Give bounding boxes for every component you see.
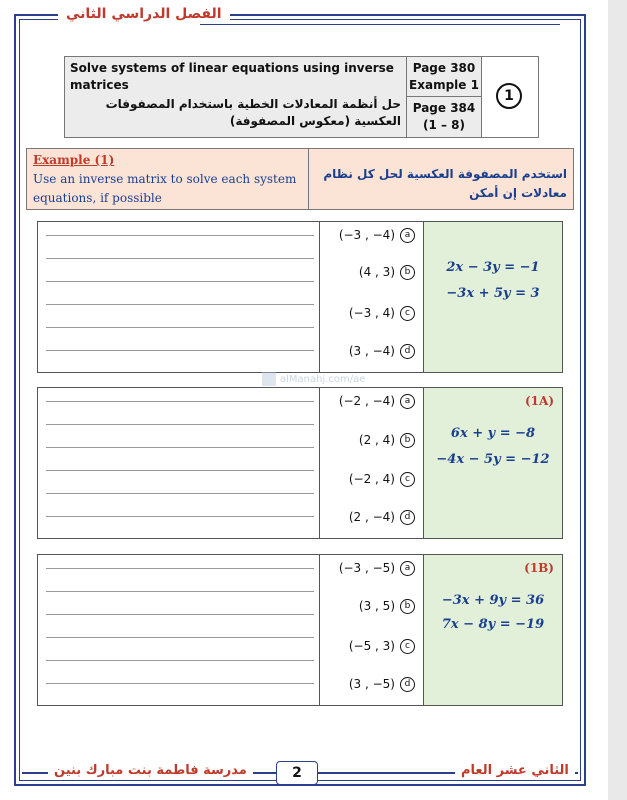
watermark-logo-icon: [262, 372, 276, 386]
choice-value: (−3 , −5): [338, 561, 395, 575]
choice-d[interactable]: [349, 510, 415, 525]
choice-d[interactable]: [349, 677, 415, 692]
choice-letter: b: [400, 599, 415, 614]
equation-panel: [424, 388, 562, 538]
answer-line: [46, 424, 314, 425]
answer-line: [46, 401, 314, 402]
choice-letter: a: [400, 561, 415, 576]
watermark: [262, 372, 365, 386]
equation-panel: [424, 222, 562, 372]
lesson-number-cell: [481, 57, 538, 137]
page-number: 2: [276, 761, 318, 785]
answer-line: [46, 660, 314, 661]
example-label: Example (1): [33, 153, 115, 167]
lesson-number-badge: 1: [496, 83, 522, 109]
choice-value: (2 , −4): [348, 510, 395, 524]
choice-letter: a: [400, 228, 415, 243]
choice-c[interactable]: [349, 306, 415, 321]
lesson-title-en: Solve systems of linear equations using inverse matrices: [70, 61, 394, 92]
choice-value: (−2 , −4): [338, 394, 395, 408]
choice-letter: c: [400, 639, 415, 654]
choice-value: (2 , 4): [358, 433, 395, 447]
choice-value: (3 , 5): [358, 599, 395, 613]
answer-line: [46, 258, 314, 259]
answer-line: [46, 614, 314, 615]
work-area[interactable]: [38, 555, 320, 705]
example-instruction-en: Use an inverse matrix to solve each system equations, if possible: [33, 172, 297, 205]
lesson-title-ar: حل أنظمة المعادلات الخطية باستخدام المصفوفات العكسية (معكوس المصفوفة): [105, 97, 401, 128]
grade-label: الثاني عشر العام: [455, 763, 575, 778]
page-ref-a: Page 380: [412, 61, 476, 75]
work-area[interactable]: [38, 222, 320, 372]
choice-letter: d: [400, 344, 415, 359]
problem-box-1: [37, 221, 563, 373]
semester-label: الفصل الدراسي الثاني: [58, 6, 230, 22]
choice-letter: c: [400, 472, 415, 487]
page-ref-b: Page 384: [412, 101, 476, 115]
choice-a[interactable]: [339, 394, 415, 409]
answer-line: [46, 447, 314, 448]
equation-1: 6x + y = −8: [450, 426, 536, 441]
answer-line: [46, 568, 314, 569]
top-rule: [200, 24, 560, 25]
problem-tag: (1A): [524, 394, 554, 408]
choice-letter: a: [400, 394, 415, 409]
exercise-range: (1 – 8): [422, 118, 466, 132]
watermark-text: alManahj.com/ae: [280, 374, 366, 385]
choice-value: (−3 , −4): [338, 228, 395, 242]
school-name: مدرسة فاطمة بنت مبارك بنين: [48, 763, 253, 778]
choice-letter: c: [400, 306, 415, 321]
choice-value: (4 , 3): [358, 265, 395, 279]
answer-choices: [320, 388, 424, 538]
problem-tag: (1B): [524, 561, 554, 575]
answer-line: [46, 304, 314, 305]
choice-letter: d: [400, 510, 415, 525]
answer-line: [46, 591, 314, 592]
choice-b[interactable]: [359, 265, 415, 280]
equation-2: 7x − 8y = −19: [441, 617, 545, 632]
choice-value: (3 , −5): [348, 677, 395, 691]
choice-letter: b: [400, 265, 415, 280]
answer-line: [46, 350, 314, 351]
answer-choices: [320, 555, 424, 705]
answer-line: [46, 637, 314, 638]
choice-value: (−3 , 4): [348, 306, 395, 320]
answer-line: [46, 493, 314, 494]
choice-b[interactable]: [359, 599, 415, 614]
problem-box-1a: [37, 387, 563, 539]
equation-panel: [424, 555, 562, 705]
exercise-ref-cell: [407, 97, 481, 137]
equation-2: −3x + 5y = 3: [446, 286, 540, 301]
choice-b[interactable]: [359, 433, 415, 448]
answer-line: [46, 327, 314, 328]
work-area[interactable]: [38, 388, 320, 538]
choice-d[interactable]: [349, 344, 415, 359]
example-banner: [26, 148, 574, 210]
answer-line: [46, 235, 314, 236]
example-instruction-en-cell: [27, 149, 309, 209]
answer-line: [46, 281, 314, 282]
equation-1: −3x + 9y = 36: [441, 593, 545, 608]
problem-box-1b: [37, 554, 563, 706]
choice-letter: b: [400, 433, 415, 448]
choice-a[interactable]: [339, 228, 415, 243]
example-ref: Example 1: [409, 78, 479, 92]
lesson-header: [64, 56, 539, 138]
choice-c[interactable]: [349, 472, 415, 487]
answer-line: [46, 516, 314, 517]
answer-line: [46, 470, 314, 471]
answer-choices: [320, 222, 424, 372]
answer-line: [46, 683, 314, 684]
choice-letter: d: [400, 677, 415, 692]
page-ref-cell: [407, 57, 481, 97]
choice-a[interactable]: [339, 561, 415, 576]
choice-value: (−2 , 4): [348, 472, 395, 486]
choice-c[interactable]: [349, 639, 415, 654]
choice-value: (−5 , 3): [348, 639, 395, 653]
equation-2: −4x − 5y = −12: [436, 452, 550, 467]
lesson-title-cell: [65, 57, 407, 137]
choice-value: (3 , −4): [348, 344, 395, 358]
example-instruction-ar: استخدم المصفوفة العكسية لحل كل نظام معادلات إن أمكن: [323, 167, 567, 200]
equation-1: 2x − 3y = −1: [446, 260, 540, 275]
